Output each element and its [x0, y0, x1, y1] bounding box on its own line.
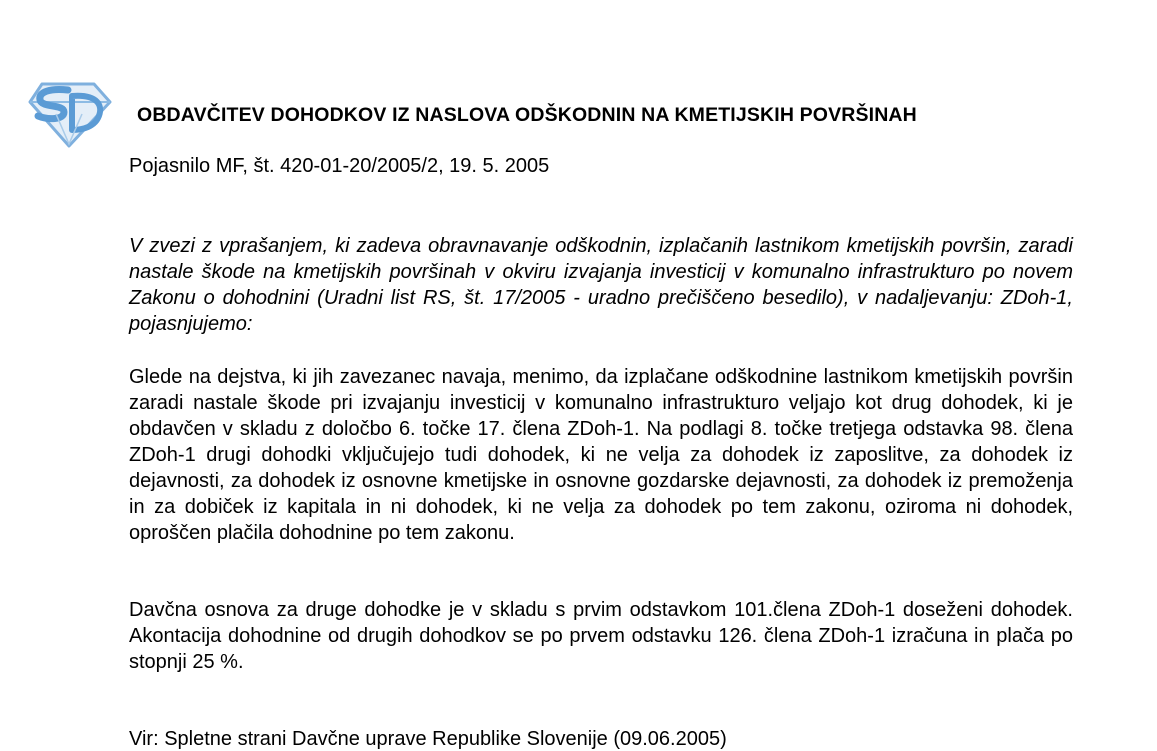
- tax-base-paragraph: Davčna osnova za druge dohodke je v skladu s prvim odstavkom 101.člena ZDoh-1 doseženi dohodek. Akontacija dohodnine od drugih dohodkov se po prvem odstavku 126. člena ZDoh-1 izračuna in plača po stopnji 25 %.: [129, 599, 1073, 673]
- body-paragraph: Glede na dejstva, ki jih zavezanec navaja, menimo, da izplačane odškodnine lastnikom kmetijskih površin zaradi nastale škode pri izvajanju investicij v komunalno infrastrukturo veljajo kot drug dohodek, ki je obdavčen v skladu z določbo 6. točke 17. člena ZDoh-1. Na podlagi 8. točke tretjega odstavka 98. člena ZDoh-1 drugi dohodki vključujejo tudi dohodek, ki ne velja za dohodek iz zaposlitve, za dohodek iz dejavnosti, za dohodek iz osnovne kmetijske in osnovne gozdarske dejavnosti, za dohodek iz premoženja in za dobiček iz kapitala in ni dohodek, ki ne velja za dohodek po tem zakonu, oziroma ni dohodek, oproščen plačila dohodnine po tem zakonu.: [129, 366, 1073, 544]
- document-title: OBDAVČITEV DOHODKOV IZ NASLOVA ODŠKODNIN NA KMETIJSKIH POVRŠINAH: [137, 104, 917, 126]
- source-note: Vir: Spletne strani Davčne uprave Republike Slovenije (09.06.2005): [129, 728, 727, 750]
- intro-paragraph: V zvezi z vprašanjem, ki zadeva obravnavanje odškodnin, izplačanih lastnikom kmetijskih površin, zaradi nastale škode na kmetijskih površinah v okviru izvajanja investicij v komunalno infrastrukturo po novem Zakonu o dohodnini (Uradni list RS, št. 17/2005 - uradno prečiščeno besedilo), v nadaljevanju: ZDoh-1, pojasnjujemo:: [129, 235, 1073, 335]
- diamond-sd-logo-icon: [28, 80, 112, 148]
- reference-line: Pojasnilo MF, št. 420-01-20/2005/2, 19. 5. 2005: [129, 155, 550, 177]
